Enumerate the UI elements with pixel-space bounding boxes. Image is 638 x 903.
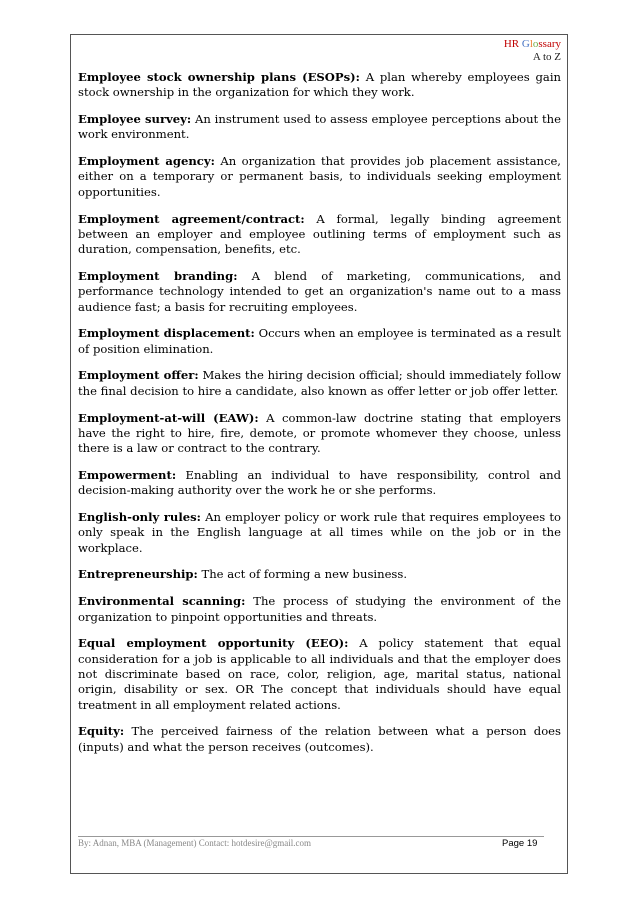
header-title-ssary: ssary: [538, 38, 561, 50]
glossary-entry: [78, 724, 561, 755]
glossary-entry: [78, 594, 561, 625]
glossary-entry: [78, 567, 561, 582]
entry-definition: A policy statement that equal consideration for a job is applicable to all individuals and that the employer does not discriminate based on race, color, religion, age, marital status, national origin, disability or sex. OR The concept that individuals should have equal treatment in all employment related actions.: [78, 636, 561, 712]
entry-term: English-only rules:: [78, 510, 201, 525]
entry-definition: Occurs when an employee is terminated as a result of position elimination.: [78, 326, 561, 356]
page-header: [504, 38, 561, 64]
footer-author: By: Adnan, MBA (Management) Contact: hotdesire@gmail.com: [78, 838, 311, 848]
entry-term: Equity:: [78, 724, 125, 739]
glossary-entry: [78, 212, 561, 258]
entry-term: Equal employment opportunity (EEO):: [78, 636, 349, 651]
entry-term: Employment agreement/contract:: [78, 211, 305, 226]
header-title-g: G: [521, 38, 530, 50]
glossary-entry: [78, 326, 561, 357]
entry-definition: A formal, legally binding agreement between an employer and employee outlining terms of employment such as duration, compensation, benefits, etc.: [78, 211, 561, 257]
entry-definition: A plan whereby employees gain stock ownership in the organization for which they work.: [78, 70, 561, 100]
entry-definition: An employer policy or work rule that requires employees to only speak in the English language at all times while on the job or in the workplace.: [78, 510, 562, 555]
glossary-entry: [78, 154, 561, 200]
entry-term: Employee stock ownership plans (ESOPs):: [78, 70, 360, 84]
entry-term: Employment-at-will (EAW):: [78, 410, 259, 425]
header-range: A to Z: [532, 51, 561, 63]
glossary-entry: [78, 368, 561, 399]
entry-definition: The perceived fairness of the relation between what a person does (inputs) and what the person receives (outcomes).: [78, 724, 561, 754]
entry-term: Empowerment:: [78, 467, 177, 482]
glossary-entry: [78, 636, 561, 712]
glossary-entry: [78, 269, 561, 315]
entry-definition: The act of forming a new business.: [201, 567, 408, 582]
entry-definition: Enabling an individual to have responsibility, control and decision-making authority over the work he or she performs.: [78, 467, 562, 498]
entry-definition: A common-law doctrine stating that employers have the right to hire, fire, demote, or promote whomever they choose, unless there is a law or contract to the contrary.: [78, 410, 561, 456]
glossary-content: [78, 70, 561, 766]
entry-definition: A blend of marketing, communications, and performance technology intended to get an organization's name out to a mass audience fast; a basis for recruiting employees.: [78, 268, 561, 314]
entry-definition: An organization that provides job placement assistance, either on a temporary or permanent basis, to individuals seeking employment opportunities.: [78, 154, 561, 199]
glossary-entry: [78, 411, 561, 457]
entry-definition: An instrument used to assess employee perceptions about the work environment.: [78, 112, 561, 142]
entry-term: Environmental scanning:: [78, 594, 246, 609]
entry-term: Entrepreneurship:: [78, 567, 198, 582]
entry-definition: The process of studying the environment of the organization to pinpoint opportunities and threats.: [78, 594, 561, 624]
entry-term: Employment displacement:: [78, 326, 255, 341]
entry-term: Employee survey:: [78, 112, 192, 127]
header-title-hr: HR: [503, 38, 520, 50]
glossary-entry: [78, 112, 561, 143]
entry-term: Employment branding:: [78, 268, 238, 283]
entry-term: Employment offer:: [78, 368, 199, 383]
footer-divider: [78, 836, 544, 837]
header-title: [504, 38, 561, 51]
entry-term: Employment agency:: [78, 154, 215, 169]
header-title-l: l: [529, 38, 533, 50]
entry-definition: Makes the hiring decision official; should immediately follow the final decision to hire a candidate, also known as offer letter or job offer letter.: [78, 368, 561, 398]
header-title-o: o: [532, 38, 539, 50]
glossary-entry: [78, 468, 561, 499]
glossary-entry: [78, 70, 561, 101]
glossary-entry: [78, 510, 561, 556]
page-number: Page 19: [502, 838, 538, 849]
